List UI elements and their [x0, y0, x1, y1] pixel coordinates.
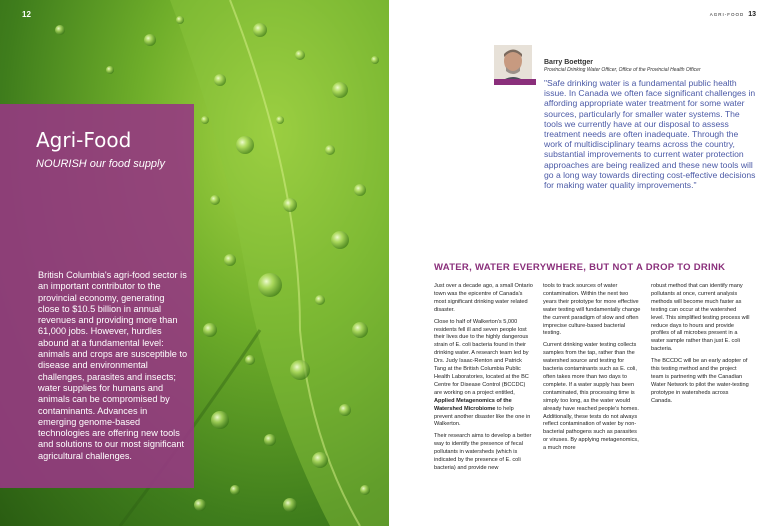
page-number: 12: [22, 10, 31, 19]
project-title: Applied Metagenomics of the Watershed Microbiome: [434, 397, 512, 412]
paragraph-text: Close to half of Walkerton's 5,000 residents fell ill and seven people lost their lives due to the highly dangerous strain of E. coli bacteria found in their drinking water. A research team led by Drs. Judy Isaac-Renton and Patrick Tang at the British Columbia Public Health Laboratories, located at the BC Centre for Disease Control (BCCDC) are working on a project entitled,: [434, 318, 529, 396]
quote-author-role: Provincial Drinking Water Officer, Office of the Provincial Health Officer: [544, 67, 701, 73]
article-heading: WATER, WATER EVERYWHERE, BUT NOT A DROP TO DRINK: [434, 262, 726, 273]
paragraph: Just over a decade ago, a small Ontario town was the epicentre of Canada's most significant drinking water related disaster.: [434, 283, 533, 313]
portrait-accent-bar: [494, 79, 536, 85]
intro-paragraph: British Columbia's agri-food sector is an important contributor to the provincial economy, generating close to $10.5 billion in annual revenues and providing more than 61,000 jobs. However, hurdles abound at a fundamental level: animals and crops are susceptible to disease and environmental challenges, parasites and insects; water supplies for humans and animals can be compromised by contaminants. Advances in emerging genome-based technologies are offering new tools and solutions to our most significant agricultural challenges.: [38, 270, 188, 461]
right-page: [389, 0, 777, 526]
quote-author-name: Barry Boettger: [544, 59, 594, 66]
paragraph-text: to help prevent another disaster like the one in Walkerton.: [434, 405, 531, 428]
paragraph: tools to track sources of water contamination. Within the next two years their prototype for more effective water testing will fundamentally change the current paradigm of slow and often imprecise culture-based bacterial testing.: [543, 283, 641, 337]
article-column-2: [543, 283, 642, 457]
paragraph: The BCCDC will be an early adopter of this testing method and the project team is partnering with the Canadian Water Network to pilot the water-testing prototype in watersheds across Canada.: [651, 358, 749, 404]
paragraph: Current drinking water testing collects samples from the tap, rather than the watershed source and testing for bacteria contaminants such as E. coli, often takes more than two days to complete. If a water supply has been contaminated, this processing time is simply too long, as the water would already have reached people's homes. Additionally, these tests do not always reflect contamination of water by non-bacterial pathogens such as parasites or viruses. By applying metagenomics, a much more: [543, 342, 639, 452]
page-header: [710, 11, 756, 18]
section-title-panel: [0, 104, 194, 488]
page-number: 13: [748, 11, 756, 18]
paragraph: Their research aims to develop a better way to identify the presence of fecal pollutants in watersheds (which is indicated by the presence of E. coli bacteria) and provide new: [434, 433, 532, 471]
article-column-1: [434, 283, 533, 477]
paragraph: [434, 319, 533, 430]
section-title: Agri-Food: [36, 128, 132, 152]
paragraph: robust method that can identify many pollutants at once, current analysis methods will become much faster as testing can occur at the watershed level. This simplified testing process will reduce days to hours and provide profiles of all microbes present in a water sample rather than just E. coli bacteria.: [651, 283, 750, 353]
article-column-3: [651, 283, 750, 410]
section-subtitle: NOURISH our food supply: [36, 158, 165, 170]
pull-quote: "Safe drinking water is a fundamental public health issue. In Canada we often face significant challenges in affording appropriate water treatment for some water sources, particularly for smaller water systems. The tools we currently have at our disposal to assess treatment needs are often inadequate. Through the work of multidisciplinary teams across the country, substantial improvements to current water protection approaches are being realized and these new tools will go a long way towards directing cost-effective decisions for making water quality improvements.": [544, 78, 756, 191]
section-label: AGRI-FOOD: [709, 12, 745, 17]
